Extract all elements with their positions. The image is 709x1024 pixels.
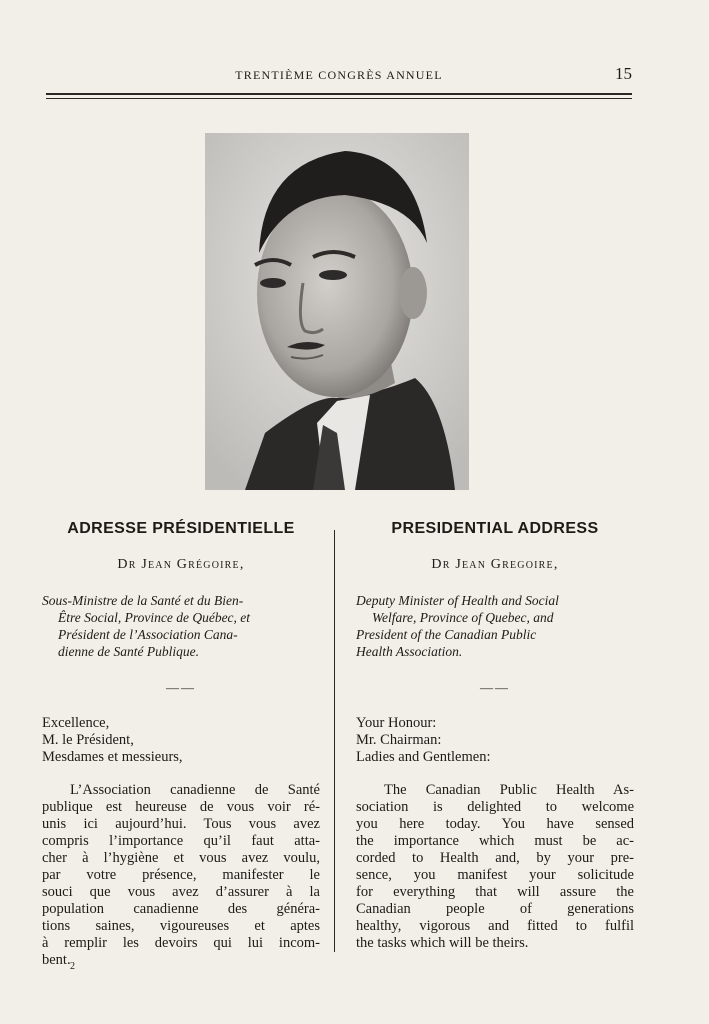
- header-rule-thick: [46, 93, 632, 95]
- body-line: unis ici aujourd’hui. Tous vous avez: [42, 816, 320, 832]
- affiliation-line: Health Association.: [356, 644, 463, 659]
- body-line: par votre présence, manifester le: [42, 867, 320, 883]
- affiliation-line: Deputy Minister of Health and Social: [356, 593, 559, 608]
- french-author: [42, 557, 320, 579]
- body-line: you here today. You have sensed: [356, 816, 634, 832]
- body-line: à remplir les devoirs qui lui incom-: [42, 935, 320, 951]
- french-salutation: [42, 715, 320, 766]
- french-heading: ADRESSE PRÉSIDENTIELLE: [67, 520, 295, 537]
- author-name: Jean Grégoire,: [141, 557, 245, 572]
- author-title: Dr: [117, 557, 137, 572]
- portrait-photo: [205, 133, 469, 490]
- body-line: Canadian people of generations: [356, 901, 634, 917]
- body-line: healthy, vigorous and fitted to fulfil: [356, 918, 634, 934]
- french-column: [42, 520, 320, 969]
- body-line: publique est heureuse de vous voir ré-: [42, 799, 320, 815]
- body-line: cher à l’hygiène et vous avez voulu,: [42, 850, 320, 866]
- body-line: for everything that will assure the: [356, 884, 634, 900]
- english-author: [356, 557, 634, 579]
- page-number: 15: [615, 64, 632, 83]
- signature-mark: 2: [70, 961, 75, 972]
- column-divider: [334, 530, 335, 952]
- affiliation-line: Sous-Ministre de la Santé et du Bien-: [42, 593, 244, 608]
- english-body: [356, 782, 634, 952]
- body-line: tions saines, vigoureuses et aptes: [42, 918, 320, 934]
- running-title: TRENTIÈME CONGRÈS ANNUEL: [235, 68, 443, 82]
- body-line: compris l’importance qu’il faut atta-: [42, 833, 320, 849]
- body-line: souci que vous avez d’assurer à la: [42, 884, 320, 900]
- affiliation-line: Être Social, Province de Québec, et: [58, 610, 251, 625]
- running-header: [46, 64, 632, 86]
- author-name: Jean Gregoire,: [455, 557, 559, 572]
- english-affiliation: [356, 592, 634, 660]
- salutation-line: Mesdames et messieurs,: [42, 749, 183, 765]
- affiliation-line: Président de l’Association Cana-: [58, 627, 238, 642]
- affiliation-line: dienne de Santé Publique.: [58, 644, 199, 659]
- body-line: sence, you manifest your solicitude: [356, 867, 634, 883]
- body-line: the tasks which will be theirs.: [356, 935, 529, 951]
- body-line: corded to Health and, by your pre-: [356, 850, 634, 866]
- salutation-line: Excellence,: [42, 715, 110, 731]
- english-salutation: [356, 715, 634, 766]
- section-separator: ——: [480, 680, 510, 695]
- affiliation-line: Welfare, Province of Quebec, and: [372, 610, 554, 625]
- body-line: The Canadian Public Health As-: [384, 782, 634, 798]
- salutation-line: M. le Président,: [42, 732, 134, 748]
- salutation-line: Your Honour:: [356, 715, 437, 731]
- body-line: population canadienne des généra-: [42, 901, 320, 917]
- english-column: [356, 520, 634, 952]
- french-affiliation: [42, 592, 320, 660]
- body-line: sociation is delighted to welcome: [356, 799, 634, 815]
- header-rule-thin: [46, 98, 632, 99]
- french-body: [42, 782, 320, 969]
- author-title: Dr: [431, 557, 451, 572]
- body-line: bent.: [42, 952, 71, 968]
- body-line: L’Association canadienne de Santé: [70, 782, 320, 798]
- salutation-line: Ladies and Gentlemen:: [356, 749, 491, 765]
- affiliation-line: President of the Canadian Public: [356, 627, 537, 642]
- salutation-line: Mr. Chairman:: [356, 732, 442, 748]
- english-heading: PRESIDENTIAL ADDRESS: [391, 520, 599, 537]
- body-line: the importance which must be ac-: [356, 833, 634, 849]
- section-separator: ——: [166, 680, 196, 695]
